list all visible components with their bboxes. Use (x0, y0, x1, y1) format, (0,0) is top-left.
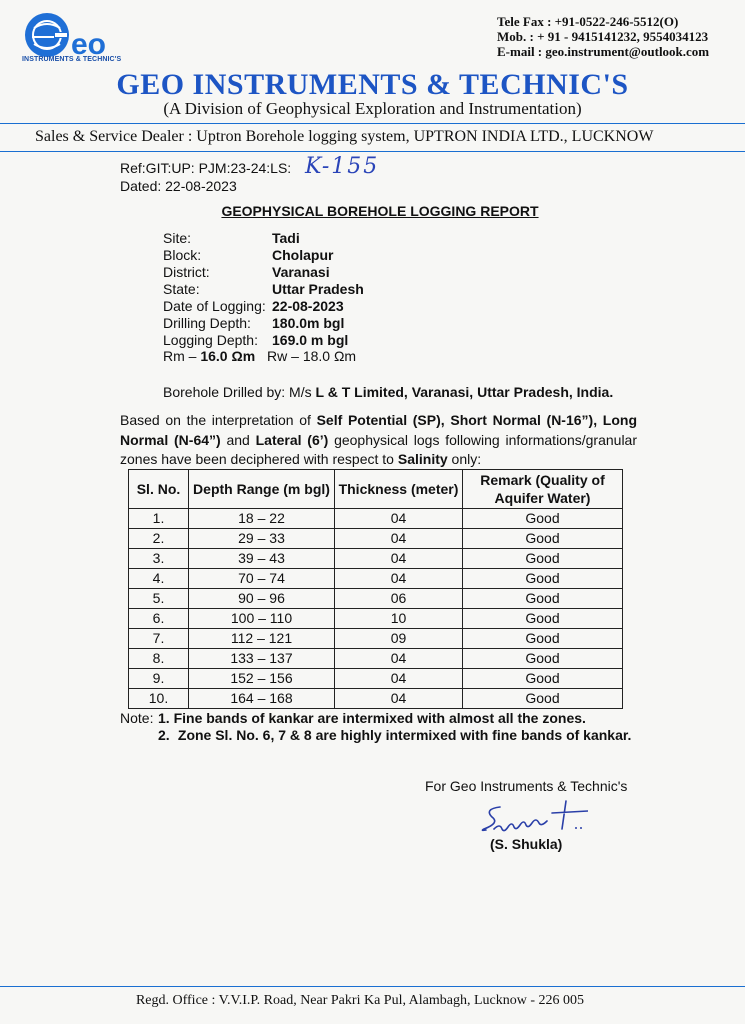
cell-thickness: 09 (335, 629, 463, 649)
detail-label: Date of Logging: (163, 298, 266, 314)
detail-row-state (163, 281, 364, 298)
cell-remark: Good (463, 549, 623, 569)
interpretation-paragraph (120, 411, 637, 470)
para-bold-salinity: Salinity (397, 451, 448, 467)
cell-depth: 39 – 43 (189, 549, 335, 569)
detail-value: Cholapur (272, 247, 334, 263)
notes-block (120, 710, 638, 744)
header-remark: Remark (Quality of Aquifer Water) (463, 470, 623, 509)
header-depth-range: Depth Range (m bgl) (189, 470, 335, 509)
detail-value: Tadi (272, 230, 300, 246)
para-text: only: (447, 451, 482, 467)
handwritten-ref: K-155 (305, 154, 380, 179)
registered-office: Regd. Office : V.V.I.P. Road, Near Pakri Ka Pul, Alambagh, Lucknow - 226 005 (135, 993, 585, 1008)
detail-label: Site: (163, 230, 192, 246)
table-row (129, 529, 623, 549)
table-row (129, 609, 623, 629)
cell-depth: 29 – 33 (189, 529, 335, 549)
company-name: GEO INSTRUMENTS & TECHNIC'S (116, 68, 629, 101)
note-item-2 (158, 727, 638, 744)
header-thickness: Thickness (meter) (335, 470, 463, 509)
logo-graphic (22, 10, 132, 60)
table-row (129, 589, 623, 609)
table-row (129, 629, 623, 649)
detail-row-site (163, 230, 364, 247)
detail-value: Uttar Pradesh (272, 281, 364, 297)
cell-remark: Good (463, 569, 623, 589)
mobile-numbers: Mob. : + 91 - 9415141232, 9554034123 (497, 29, 709, 44)
reference-number: Ref:GIT:UP: PJM:23-24:LS: (120, 160, 292, 176)
svg-text:eo: eo (71, 28, 107, 60)
contact-block (497, 14, 709, 59)
detail-label: District: (163, 264, 210, 280)
cell-sl-no: 10. (129, 689, 189, 709)
dealer-line: Sales & Service Dealer : Uptron Borehole logging system, UPTRON INDIA LTD., LUCKNOW (35, 128, 654, 145)
company-subtitle: (A Division of Geophysical Exploration and Instrumentation) (163, 99, 582, 118)
rw-value: Rw – 18.0 Ωm (267, 348, 357, 364)
cell-sl-no: 8. (129, 649, 189, 669)
cell-sl-no: 9. (129, 669, 189, 689)
cell-sl-no: 1. (129, 509, 189, 529)
table-header-row (129, 470, 623, 509)
header-sl-no: Sl. No. (129, 470, 189, 509)
for-company-line: For Geo Instruments & Technic's (425, 778, 628, 794)
drilled-by (163, 384, 613, 400)
table-row (129, 569, 623, 589)
signatory-name: (S. Shukla) (490, 836, 563, 852)
note-text: Fine bands of kankar are intermixed with almost all the zones. (173, 710, 586, 726)
detail-value: 169.0 m bgl (272, 332, 349, 348)
table-row (129, 669, 623, 689)
header-rule-bottom (0, 151, 745, 152)
note-number: 2. (158, 727, 170, 743)
cell-sl-no: 2. (129, 529, 189, 549)
rm-label: Rm – (163, 348, 197, 364)
cell-remark: Good (463, 649, 623, 669)
logo-subtext: INSTRUMENTS & TECHNIC'S (22, 56, 122, 63)
cell-thickness: 04 (335, 569, 463, 589)
note-label: Note: (120, 710, 154, 726)
cell-thickness: 04 (335, 689, 463, 709)
cell-remark: Good (463, 589, 623, 609)
cell-thickness: 04 (335, 529, 463, 549)
tele-fax: Tele Fax : +91-0522-246-5512(O) (497, 14, 679, 29)
cell-depth: 112 – 121 (189, 629, 335, 649)
detail-row-district (163, 264, 364, 281)
cell-thickness: 06 (335, 589, 463, 609)
cell-depth: 90 – 96 (189, 589, 335, 609)
detail-label: Block: (163, 247, 202, 263)
table-row (129, 649, 623, 669)
cell-depth: 164 – 168 (189, 689, 335, 709)
report-date: Dated: 22-08-2023 (120, 178, 237, 194)
note-text: Zone Sl. No. 6, 7 & 8 are highly intermixed with fine bands of kankar. (177, 727, 632, 743)
detail-row-logging-date (163, 298, 364, 315)
cell-thickness: 04 (335, 669, 463, 689)
cell-thickness: 04 (335, 649, 463, 669)
note-item-1 (120, 710, 638, 727)
resistivity-values (163, 348, 356, 364)
note-number: 1. (158, 710, 170, 726)
para-text: and (220, 431, 256, 448)
cell-thickness: 04 (335, 509, 463, 529)
cell-remark: Good (463, 629, 623, 649)
table-row (129, 509, 623, 529)
email-address: E-mail : geo.instrument@outlook.com (497, 44, 710, 59)
cell-thickness: 10 (335, 609, 463, 629)
cell-depth: 152 – 156 (189, 669, 335, 689)
cell-depth: 100 – 110 (189, 609, 335, 629)
detail-row-block (163, 247, 364, 264)
detail-value: 180.0m bgl (272, 315, 345, 331)
cell-remark: Good (463, 669, 623, 689)
table-row (129, 549, 623, 569)
cell-depth: 133 – 137 (189, 649, 335, 669)
cell-remark: Good (463, 509, 623, 529)
table-row (129, 689, 623, 709)
zones-table (128, 469, 623, 709)
site-details (163, 230, 364, 349)
detail-label: Drilling Depth: (163, 315, 251, 331)
cell-sl-no: 3. (129, 549, 189, 569)
para-text: geophysical logs following informations/granular zones have been deciphered with respect to (120, 431, 637, 467)
handwritten-signature (478, 795, 588, 842)
cell-thickness: 04 (335, 549, 463, 569)
cell-remark: Good (463, 689, 623, 709)
cell-sl-no: 4. (129, 569, 189, 589)
cell-depth: 70 – 74 (189, 569, 335, 589)
cell-sl-no: 5. (129, 589, 189, 609)
para-bold-lateral: Lateral (6’) (255, 431, 329, 448)
cell-depth: 18 – 22 (189, 509, 335, 529)
cell-remark: Good (463, 529, 623, 549)
detail-value: 22-08-2023 (272, 298, 344, 314)
cell-sl-no: 7. (129, 629, 189, 649)
detail-row-logging-depth (163, 332, 364, 349)
drilled-by-label: Borehole Drilled by: M/s (163, 384, 312, 400)
rm-value: 16.0 Ωm (200, 348, 256, 364)
signature-graphic (478, 795, 588, 837)
footer-rule (0, 986, 745, 987)
para-text: Based on the interpretation of (120, 412, 317, 428)
cell-remark: Good (463, 609, 623, 629)
detail-row-drilling-depth (163, 315, 364, 332)
detail-value: Varanasi (272, 264, 330, 280)
para-bold-logs: Self Potential (SP), Short Normal (N-16”), Long Normal (N-64”) (120, 412, 637, 448)
header-rule-top (0, 123, 745, 124)
report-title: GEOPHYSICAL BOREHOLE LOGGING REPORT (221, 203, 539, 219)
cell-sl-no: 6. (129, 609, 189, 629)
drilled-by-value: L & T Limited, Varanasi, Uttar Pradesh, India. (315, 384, 614, 400)
detail-label: State: (163, 281, 200, 297)
detail-label: Logging Depth: (163, 332, 258, 348)
